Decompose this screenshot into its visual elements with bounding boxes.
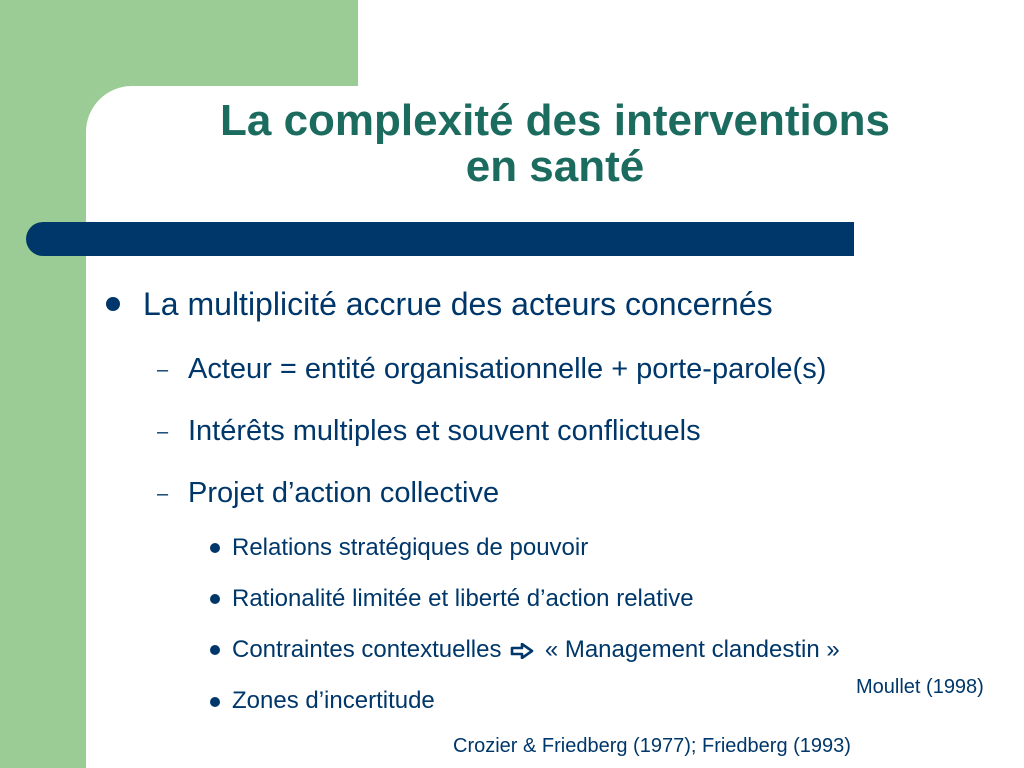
dash-bullet-icon: – bbox=[157, 483, 169, 505]
reference-crozier-friedberg: Crozier & Friedberg (1977); Friedberg (1993) bbox=[453, 735, 851, 757]
slide-title bbox=[86, 98, 1024, 190]
bullet-level3-text-2: Rationalité limitée et liberté d’action relative bbox=[232, 585, 694, 612]
bullet-level2-text-3: Projet d’action collective bbox=[188, 477, 500, 509]
right-arrow-icon bbox=[510, 643, 534, 659]
reference-moullet: Moullet (1998) bbox=[856, 676, 984, 698]
bullet-level2-text-2: Intérêts multiples et souvent conflictuels bbox=[188, 415, 701, 447]
bullet-level3-line-3 bbox=[232, 636, 840, 664]
bullet-level3-text-1: Relations stratégiques de pouvoir bbox=[232, 534, 589, 561]
filled-circle-icon bbox=[106, 297, 120, 311]
dash-bullet-icon: – bbox=[157, 421, 169, 443]
filled-circle-icon bbox=[210, 543, 220, 553]
bullet-level3-text-4: Zones d’incertitude bbox=[232, 687, 435, 714]
dash-bullet-icon: – bbox=[157, 359, 169, 381]
bullet-level3-text-3b: « Management clandestin » bbox=[544, 636, 840, 663]
slide-title-line-1: La complexité des interventions bbox=[220, 96, 890, 145]
slide-title-line-2: en santé bbox=[465, 142, 645, 191]
title-rule-bar bbox=[26, 222, 854, 256]
filled-circle-icon bbox=[210, 697, 220, 707]
bullet-level3-text-3a: Contraintes contextuelles bbox=[232, 636, 502, 663]
filled-circle-icon bbox=[210, 594, 220, 604]
filled-circle-icon bbox=[210, 645, 220, 655]
bullet-level1-text: La multiplicité accrue des acteurs concernés bbox=[143, 286, 773, 322]
bullet-level2-text-1: Acteur = entité organisationnelle + porte-parole(s) bbox=[188, 353, 827, 385]
